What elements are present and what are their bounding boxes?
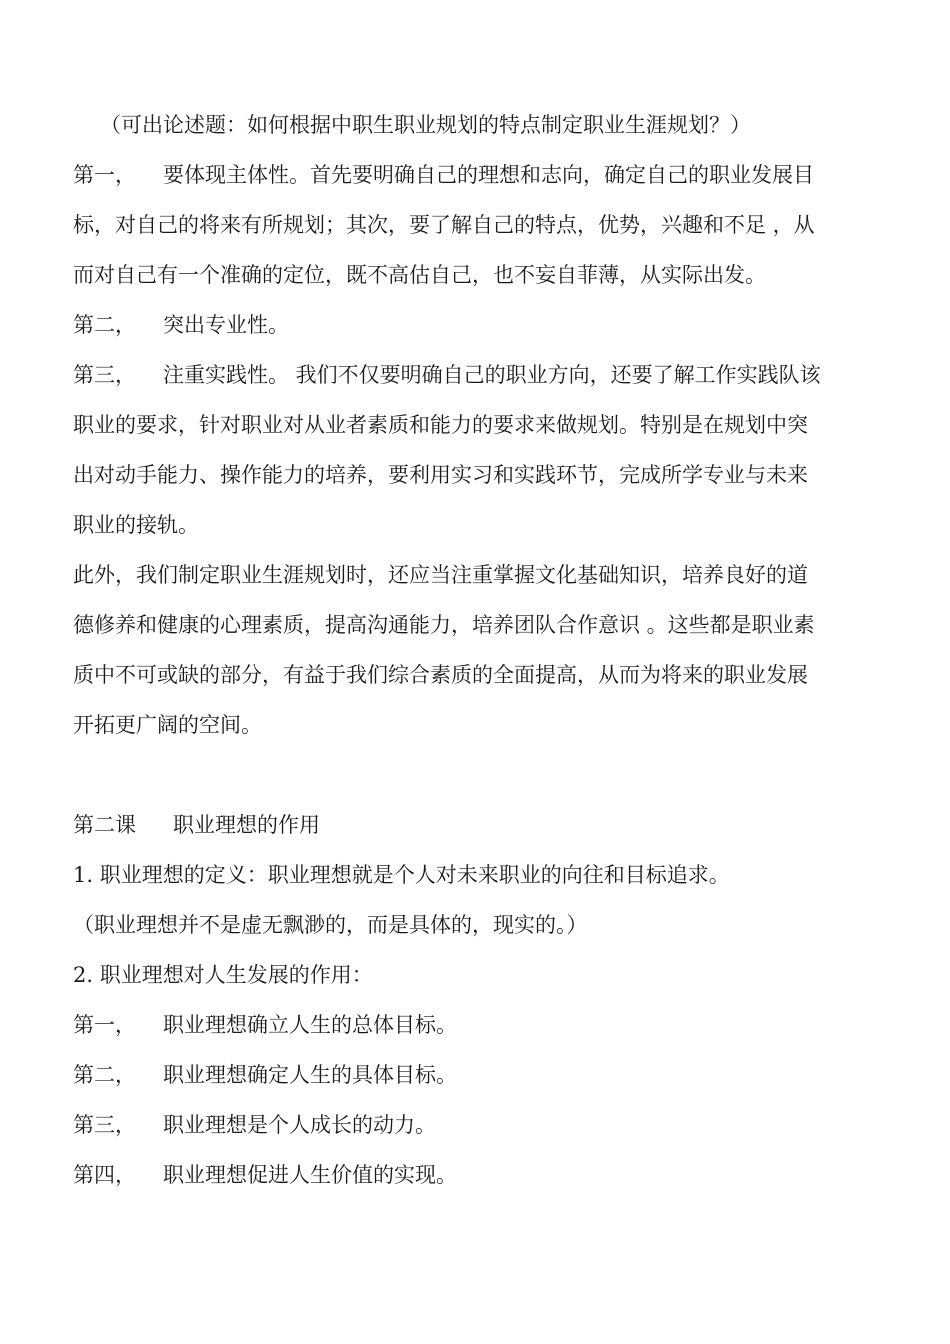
- additional-line-2: 德修养和健康的心理素质，提高沟通能力，培养团队合作意识 。这些都是职业素: [73, 613, 815, 637]
- point-2-label: 第二，: [73, 313, 136, 337]
- role-3-label: 第三，: [73, 1113, 136, 1137]
- role-1-label: 第一，: [73, 1013, 136, 1037]
- role-2: [73, 1050, 873, 1100]
- lesson-2-title: 职业理想的作用: [173, 813, 320, 837]
- point-3-line-4: 职业的接轨。: [73, 513, 199, 537]
- additional-line-4: 开拓更广阔的空间。: [73, 713, 262, 737]
- point-3-line-3: 出对动手能力、操作能力的培养，要利用实习和实践环节，完成所学专业与未来: [73, 463, 808, 487]
- point-3-label: 第三，: [73, 363, 136, 387]
- role-4-text: 职业理想促进人生价值的实现。: [163, 1163, 457, 1187]
- question-note: （可出论述题：如何根据中职生职业规划的特点制定职业生涯规划？）: [100, 113, 751, 137]
- role-1: [73, 1000, 873, 1050]
- lesson-2-heading: [73, 800, 873, 850]
- roles-heading: 2. 职业理想对人生发展的作用：: [73, 963, 373, 987]
- point-2-line: [73, 300, 873, 350]
- role-3-text: 职业理想是个人成长的动力。: [163, 1113, 436, 1137]
- lesson-2-label: 第二课: [73, 813, 136, 837]
- additional-line-3: 质中不可或缺的部分，有益于我们综合素质的全面提高，从而为将来的职业发展: [73, 663, 808, 687]
- point-3-line-1: [73, 350, 873, 400]
- role-2-label: 第二，: [73, 1063, 136, 1087]
- additional-line-1: 此外，我们制定职业生涯规划时，还应当注重掌握文化基础知识，培养良好的道: [73, 563, 808, 587]
- role-1-text: 职业理想确立人生的总体目标。: [163, 1013, 457, 1037]
- point-1-line-3: 而对自己有一个准确的定位，既不高估自己，也不妄自菲薄，从实际出发。: [73, 263, 766, 287]
- point-1-line-2: 标，对自己的将来有所规划；其次，要了解自己的特点，优势，兴趣和不足 ，从: [73, 213, 815, 237]
- point-2-text: 突出专业性。: [163, 313, 289, 337]
- role-3: [73, 1100, 873, 1150]
- document-page: [73, 100, 873, 1200]
- definition-line: 1. 职业理想的定义：职业理想就是个人对未来职业的向往和目标追求。: [73, 863, 730, 887]
- section-spacer: [73, 750, 873, 800]
- point-1-label: 第一，: [73, 163, 136, 187]
- definition-note: （职业理想并不是虚无飘渺的，而是具体的，现实的。）: [73, 913, 588, 937]
- point-1-text-1: 要体现主体性。首先要明确自己的理想和志向，确定自己的职业发展目: [163, 163, 814, 187]
- role-2-text: 职业理想确定人生的具体目标。: [163, 1063, 457, 1087]
- point-1-line-1: [73, 150, 873, 200]
- role-4-label: 第四，: [73, 1163, 136, 1187]
- point-3-line-2: 职业的要求，针对职业对从业者素质和能力的要求来做规划。特别是在规划中突: [73, 413, 808, 437]
- role-4: [73, 1150, 873, 1200]
- point-3-text-1: 注重实践性。 我们不仅要明确自己的职业方向，还要了解工作实践队该: [163, 363, 821, 387]
